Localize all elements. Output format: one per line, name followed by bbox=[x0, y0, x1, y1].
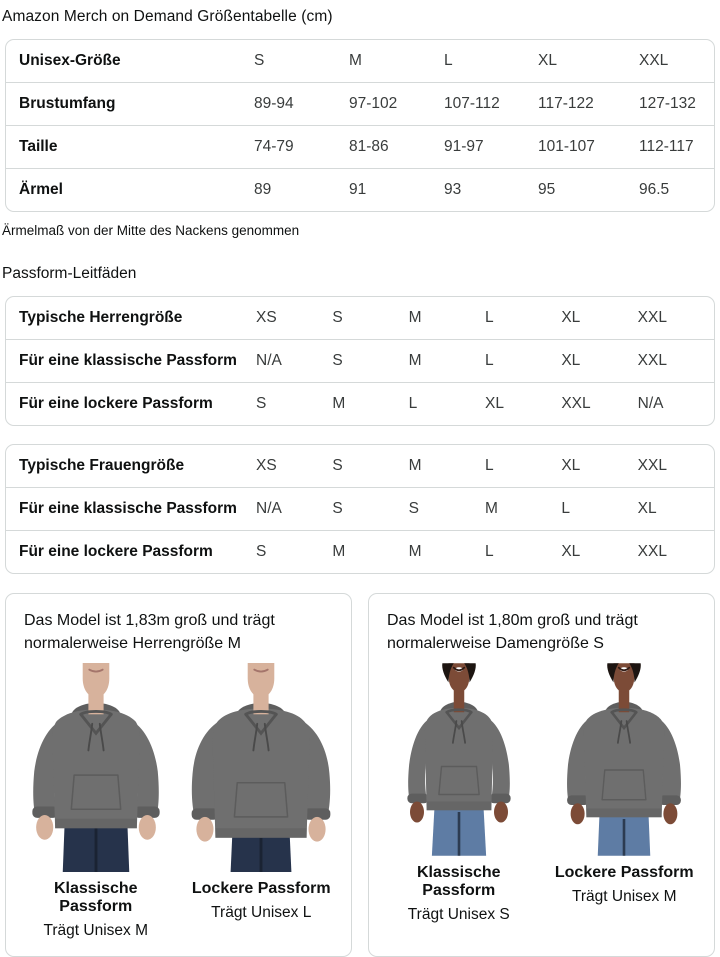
fit-cell: S bbox=[256, 383, 332, 426]
fit-cell: XL bbox=[485, 383, 561, 426]
unisex-size-table bbox=[5, 39, 715, 212]
page-title: Amazon Merch on Demand Größentabelle (cm) bbox=[2, 8, 333, 25]
wears-size: Trägt Unisex M bbox=[571, 888, 677, 906]
table-row bbox=[6, 488, 714, 531]
female-model-loose-photo bbox=[554, 663, 694, 856]
fit-cell: XXL bbox=[561, 383, 637, 426]
size-cell: 93 bbox=[444, 169, 538, 212]
male-model-card bbox=[5, 593, 352, 957]
fit-cell: L bbox=[485, 531, 561, 574]
size-cell: 96.5 bbox=[639, 169, 714, 212]
row-label-sleeve: Ärmel bbox=[6, 169, 254, 212]
fit-cell: XXL bbox=[637, 309, 667, 326]
fit-cell: L bbox=[409, 383, 485, 426]
fit-cell: L bbox=[485, 340, 561, 383]
fit-cell: M bbox=[409, 531, 485, 574]
fit-cell: S bbox=[256, 531, 332, 574]
fit-cell: M bbox=[408, 457, 422, 474]
size-cell: 117-122 bbox=[538, 83, 639, 126]
fit-cell: M bbox=[332, 531, 408, 574]
size-table-header-label: Unisex-Größe bbox=[19, 52, 121, 69]
male-classic-figure bbox=[16, 663, 176, 940]
model-cards bbox=[5, 593, 715, 957]
size-column-header: L bbox=[444, 52, 453, 69]
fit-cell: XS bbox=[256, 309, 277, 326]
size-column-header: XL bbox=[538, 52, 557, 69]
table-row bbox=[6, 169, 714, 212]
female-classic-figure bbox=[379, 663, 539, 924]
fit-cell: L bbox=[484, 457, 494, 474]
size-cell: 91-97 bbox=[444, 126, 538, 169]
size-cell: 95 bbox=[538, 169, 639, 212]
fit-guides-heading: Passform-Leitfäden bbox=[2, 265, 137, 282]
fit-cell: XS bbox=[256, 457, 277, 474]
fit-label: Lockere Passform bbox=[554, 864, 694, 882]
row-label-classic-fit: Für eine klassische Passform bbox=[6, 488, 256, 531]
male-model-description: Das Model ist 1,83m groß und trägt normalerweise Herrengröße M bbox=[24, 612, 275, 653]
size-chart-page bbox=[0, 8, 720, 957]
hem-band bbox=[55, 819, 137, 829]
fit-label: Klassische Passform bbox=[53, 880, 138, 916]
row-label-loose-fit: Für eine lockere Passform bbox=[6, 383, 256, 426]
male-loose-figure bbox=[182, 663, 342, 940]
wears-size: Trägt Unisex M bbox=[43, 922, 148, 940]
fit-cell: S bbox=[332, 340, 408, 383]
size-cell: 91 bbox=[349, 169, 444, 212]
size-cell: 107-112 bbox=[444, 83, 538, 126]
fit-cell: S bbox=[332, 457, 343, 474]
table-row bbox=[6, 445, 714, 488]
table-row bbox=[6, 126, 714, 169]
size-cell: 97-102 bbox=[349, 83, 444, 126]
womens-fit-guide-table bbox=[5, 444, 715, 574]
size-cell: 112-117 bbox=[639, 126, 714, 169]
wears-size: Trägt Unisex S bbox=[407, 906, 510, 924]
row-label-chest: Brustumfang bbox=[6, 83, 254, 126]
size-column-header: S bbox=[254, 52, 265, 69]
female-figures bbox=[379, 663, 704, 924]
table-row bbox=[6, 383, 714, 426]
fit-cell: XL bbox=[561, 340, 637, 383]
fit-cell: M bbox=[332, 383, 408, 426]
row-label-loose-fit: Für eine lockere Passform bbox=[6, 531, 256, 574]
hem-band bbox=[426, 802, 491, 811]
fit-cell: XL bbox=[561, 531, 637, 574]
size-column-header: XXL bbox=[639, 52, 669, 69]
size-cell: 81-86 bbox=[349, 126, 444, 169]
fit-cell: XXL bbox=[638, 340, 714, 383]
fit-cell: S bbox=[332, 488, 408, 531]
fit-cell: S bbox=[409, 488, 485, 531]
mens-fit-guide-table bbox=[5, 296, 715, 426]
fit-cell: M bbox=[409, 340, 485, 383]
table-row bbox=[6, 297, 714, 340]
row-label-typical-womens-size: Typische Frauengröße bbox=[19, 457, 185, 474]
female-model-classic-photo bbox=[389, 663, 529, 856]
male-model-loose-photo bbox=[185, 663, 337, 872]
table-row bbox=[6, 531, 714, 574]
fit-cell: S bbox=[332, 309, 343, 326]
female-model-description: Das Model ist 1,80m groß und trägt normalerweise Damengröße S bbox=[387, 612, 638, 653]
table-row bbox=[6, 83, 714, 126]
size-cell: 74-79 bbox=[254, 126, 349, 169]
fit-cell: XL bbox=[561, 457, 581, 474]
male-model-classic-photo bbox=[20, 663, 172, 872]
fit-label: Klassische Passform bbox=[416, 864, 501, 900]
fit-cell: M bbox=[408, 309, 422, 326]
hoodie-body bbox=[213, 709, 310, 838]
row-label-typical-mens-size: Typische Herrengröße bbox=[19, 309, 183, 326]
row-label-classic-fit: Für eine klassische Passform bbox=[6, 340, 256, 383]
hoodie-body bbox=[52, 710, 139, 829]
size-column-header: M bbox=[349, 52, 362, 69]
fit-cell: N/A bbox=[256, 488, 332, 531]
fit-cell: M bbox=[485, 488, 561, 531]
wears-size: Trägt Unisex L bbox=[211, 904, 312, 922]
hem-band bbox=[587, 809, 662, 818]
male-figures bbox=[16, 663, 341, 940]
fit-cell: XXL bbox=[638, 531, 714, 574]
hoodie-body bbox=[584, 708, 665, 817]
table-row bbox=[6, 340, 714, 383]
table-header-row bbox=[6, 40, 714, 83]
size-cell: 89 bbox=[254, 169, 349, 212]
row-label-waist: Taille bbox=[6, 126, 254, 169]
fit-label: Lockere Passform bbox=[191, 880, 331, 898]
size-cell: 101-107 bbox=[538, 126, 639, 169]
hem-band bbox=[216, 829, 307, 839]
fit-cell: N/A bbox=[256, 340, 332, 383]
female-model-card bbox=[368, 593, 715, 957]
fit-cell: XL bbox=[561, 309, 581, 326]
fit-cell: XL bbox=[638, 488, 714, 531]
size-cell: 127-132 bbox=[639, 83, 714, 126]
fit-cell: XXL bbox=[637, 457, 667, 474]
fit-cell: N/A bbox=[638, 383, 714, 426]
sleeve-measure-footnote: Ärmelmaß von der Mitte des Nackens genommen bbox=[2, 223, 300, 238]
size-cell: 89-94 bbox=[254, 83, 349, 126]
female-loose-figure bbox=[545, 663, 705, 924]
fit-cell: L bbox=[484, 309, 494, 326]
fit-cell: L bbox=[561, 488, 637, 531]
